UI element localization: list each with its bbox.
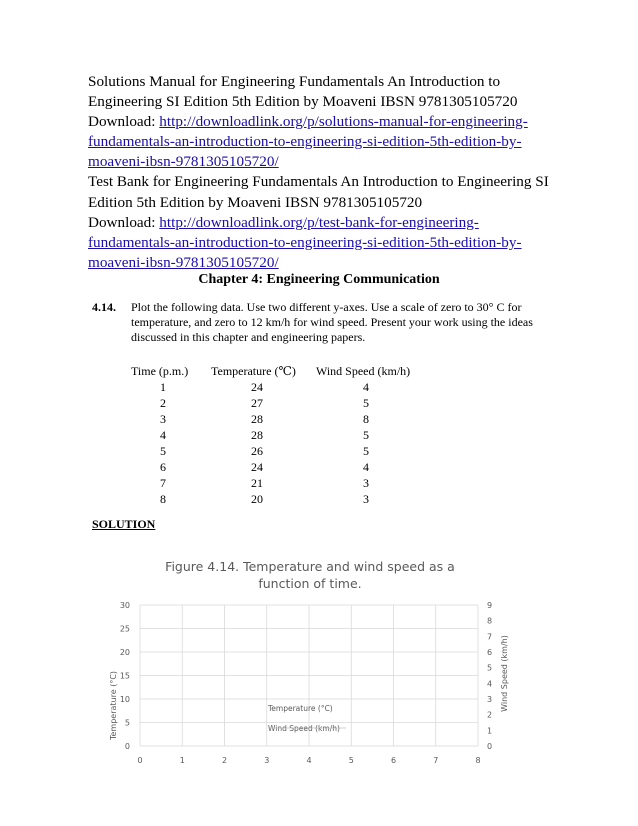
y2-tick-label: 4	[487, 679, 493, 689]
cell-wind: 4	[363, 380, 369, 395]
cell-wind: 8	[363, 412, 369, 427]
table-header-row	[131, 364, 426, 380]
problem-statement: Plot the following data. Use two different y-axes. Use a scale of zero to 30° C for temperature, and zero to 12 km/h for wind speed. Present your work using the ideas discussed in this chapter and engineering papers.	[131, 300, 533, 344]
table-row	[131, 428, 426, 444]
x-tick-label: 3	[264, 756, 270, 765]
y-tick-label: 15	[119, 671, 130, 681]
problem-number: 4.14.	[92, 300, 116, 314]
y-tick-label: 30	[119, 601, 130, 610]
y2-tick-label: 7	[487, 632, 493, 642]
test-bank-text	[88, 172, 558, 272]
solutions-manual-link[interactable]: http://downloadlink.org/p/solutions-manual-for-engineering-fundamentals-an-introduction-to-engineering-si-edition-5th-edition-by-moaveni-ibsn-9781305105720/	[88, 113, 528, 171]
download-label: Download:	[88, 113, 160, 131]
table-row	[131, 491, 426, 507]
download-label-2: Download:	[88, 213, 160, 231]
y-tick-label: 5	[124, 718, 130, 728]
table-row	[131, 380, 426, 396]
x-tick-label: 0	[137, 756, 143, 765]
x-tick-label: 6	[390, 756, 397, 765]
cell-temperature: 21	[251, 475, 263, 490]
cell-temperature: 24	[251, 459, 263, 474]
col-header-wind-speed: Wind Speed (km/h)	[316, 364, 411, 379]
y2-axis-label: Wind Speed (km/h)	[500, 635, 509, 712]
table-row	[131, 443, 426, 459]
chart-title: Figure 4.14. Temperature and wind speed as a function of time.	[165, 559, 455, 591]
cell-temperature: 28	[251, 412, 263, 427]
y-axis-label: Temperature (°C)	[109, 670, 118, 741]
header-block	[88, 72, 558, 273]
x-tick-label: 8	[475, 756, 481, 765]
cell-temperature: 26	[251, 443, 263, 458]
table-row	[131, 412, 426, 428]
cell-wind: 3	[363, 475, 369, 490]
cell-time: 4	[160, 428, 166, 442]
chapter-title: Chapter 4: Engineering Communication	[198, 272, 440, 287]
data-table	[131, 364, 426, 507]
cell-wind: 5	[363, 396, 369, 411]
cell-temperature: 20	[251, 491, 263, 506]
table-row	[131, 475, 426, 491]
cell-time: 1	[160, 380, 166, 395]
solutions-manual-title: Solutions Manual for Engineering Fundamentals An Introduction to Engineering SI Edition 5th Edition by Moaveni IBSN 9781305105720	[88, 73, 518, 111]
x-tick-label: 5	[348, 756, 354, 765]
y2-tick-label: 0	[487, 742, 493, 751]
y2-tick-label: 8	[487, 616, 493, 626]
y2-tick-label: 6	[487, 648, 493, 657]
x-tick-label: 1	[179, 756, 185, 765]
cell-wind: 3	[363, 491, 369, 506]
x-tick-label: 4	[306, 756, 312, 765]
y2-tick-label: 3	[487, 695, 493, 704]
y2-tick-label: 5	[487, 663, 493, 673]
y2-tick-label: 1	[487, 726, 493, 736]
table-row	[131, 396, 426, 412]
cell-time: 7	[160, 475, 166, 490]
cell-wind: 5	[363, 443, 369, 458]
cell-wind: 5	[363, 428, 369, 442]
test-bank-title: Test Bank for Engineering Fundamentals An Introduction to Engineering SI Edition 5th Edition by Moaveni IBSN 9781305105720	[88, 173, 549, 211]
y-tick-label: 20	[119, 648, 130, 657]
test-bank-link[interactable]: http://downloadlink.org/p/test-bank-for-engineering-fundamentals-an-introduction-to-engineering-si-edition-5th-edition-by-moaveni-ibsn-9781305105720/	[88, 213, 522, 271]
cell-time: 8	[160, 491, 166, 506]
solutions-manual-text	[88, 72, 558, 172]
legend-item-temperature: Temperature (°C)	[268, 704, 333, 713]
y-tick-label: 0	[124, 742, 130, 751]
cell-temperature: 27	[251, 396, 263, 411]
solution-heading: SOLUTION	[92, 517, 156, 531]
x-tick-label: 7	[433, 756, 439, 765]
col-header-temperature: Temperature (℃)	[211, 364, 296, 379]
col-header-time: Time (p.m.)	[131, 364, 189, 379]
y2-tick-label: 9	[487, 601, 493, 610]
cell-temperature: 24	[251, 380, 263, 395]
cell-time: 5	[160, 443, 166, 458]
x-tick-label: 2	[221, 756, 228, 765]
cell-time: 2	[160, 396, 166, 411]
cell-time: 6	[160, 459, 166, 474]
cell-time: 3	[160, 412, 166, 427]
cell-temperature: 28	[251, 428, 263, 442]
y-tick-label: 10	[119, 695, 130, 704]
y2-tick-label: 2	[487, 710, 493, 720]
y-tick-label: 25	[119, 624, 130, 634]
cell-wind: 4	[363, 459, 369, 474]
legend-item-wind-speed: Wind Speed (km/h)	[268, 724, 340, 733]
table-row	[131, 459, 426, 475]
